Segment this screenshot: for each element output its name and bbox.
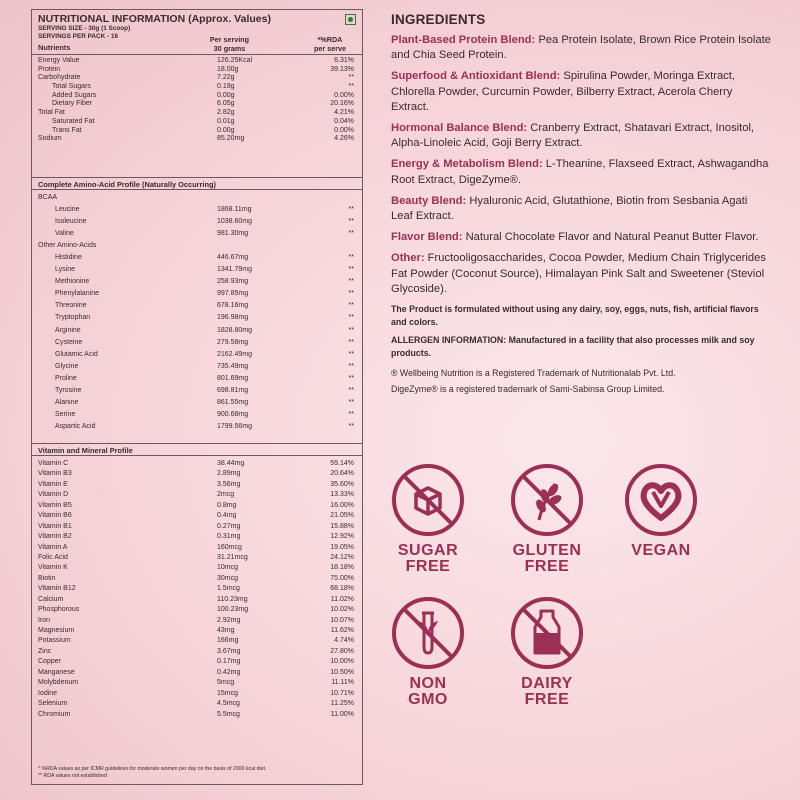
nutrient-rda: ** (348, 266, 354, 274)
nutrient-value: 1828.80mg (217, 326, 253, 334)
vegan-label: VEGAN (631, 542, 691, 559)
table-row (32, 252, 362, 264)
nutrient-rda: ** (348, 422, 354, 430)
nutrient-value: 5.5mcg (217, 710, 240, 718)
nutrient-rda: 6.31% (334, 57, 354, 64)
nutrient-rda: 4.26% (334, 135, 354, 143)
nutrient-name: Lysine (55, 266, 75, 274)
nutrient-name: Vitamin D (38, 491, 69, 499)
nutrient-rda: 59.14% (330, 460, 354, 467)
blend-name: Plant-Based Protein Blend: (391, 34, 536, 46)
nutrient-value: 0.8mg (217, 501, 237, 509)
table-row (32, 689, 362, 699)
nutrient-rda: 68.18% (330, 585, 354, 593)
nutrient-name: Leucine (55, 206, 80, 214)
ingredient-blends (391, 33, 771, 297)
ingredient-blend (391, 157, 771, 187)
nutrient-name: Vitamin B5 (38, 501, 72, 509)
nutrient-rda: 10.07% (330, 616, 354, 624)
nutrient-name: Chromium (38, 710, 71, 718)
dairy-free-milk-icon (509, 595, 585, 671)
sugar-free-icon (390, 462, 466, 538)
ingredient-blend (391, 230, 771, 245)
per-serving-column-header: Per serving 30 grams (209, 35, 250, 53)
table-row (32, 276, 362, 288)
nutrient-value: 0.42mg (217, 668, 241, 676)
nutrient-rda: 11.11% (331, 679, 354, 687)
table-row (32, 605, 362, 615)
nutrient-name: Magnesium (38, 627, 75, 634)
trademark-note-2: DigeZyme® is a registered trademark of Sami-Sabinsa Group Limited. (391, 384, 665, 395)
nutrient-value: 0.17mg (217, 658, 241, 666)
nutrient-rda: 10.02% (330, 606, 354, 614)
nutrient-name: Energy Value (38, 57, 80, 64)
blend-contents: Cranberry Extract, Shatavari Extract, Inositol, Alpha-Linoleic Acid, Goji Berry Extract. (391, 122, 755, 150)
nutrient-rda: ** (348, 326, 354, 334)
veg-mark-icon (345, 14, 356, 25)
sugar-free-badge (368, 462, 488, 575)
table-row (32, 490, 362, 500)
nutrient-name: Phosphorous (38, 606, 80, 614)
nutrient-rda: 18.18% (330, 564, 354, 572)
nutrient-value: 10mcg (217, 564, 239, 572)
table-row (32, 397, 362, 409)
nutrient-value: 43mg (217, 627, 235, 634)
nutrient-value: 18.00g (217, 65, 239, 73)
nutrient-rda: ** (348, 83, 354, 91)
nutrient-name: Vitamin A (38, 543, 68, 551)
table-row (32, 135, 362, 144)
table-row (32, 532, 362, 542)
table-row (32, 100, 362, 109)
table-row (32, 66, 362, 75)
blend-contents: Pea Protein Isolate, Brown Rice Protein Isolate and Chia Seed Protein. (391, 34, 771, 62)
table-row (32, 204, 362, 216)
nutrient-value: 3.67mg (217, 647, 241, 655)
ingredient-blend (391, 194, 771, 224)
table-row (32, 522, 362, 532)
table-row (32, 216, 362, 228)
table-row (32, 325, 362, 337)
nutrient-name: Folic Acid (38, 553, 68, 561)
nutrient-rda: 75.00% (330, 574, 354, 582)
table-row (32, 595, 362, 605)
nutrient-name: Serine (55, 410, 76, 418)
blend-name: Hormonal Balance Blend: (391, 122, 528, 135)
nutrient-value: 2.92mg (217, 616, 241, 624)
dairy-free-line2: FREE (524, 691, 570, 708)
nutrient-name: Calcium (38, 595, 64, 603)
non-gmo-badge (368, 595, 488, 708)
blend-name: Other: (391, 252, 425, 265)
table-row (32, 312, 362, 324)
blend-contents: L-Theanine, Flaxseed Extract, Ashwagandha Root Extract, DigeZyme®. (391, 158, 769, 186)
nutrient-value: 110.23mg (217, 595, 248, 603)
nutrient-rda: 10.00% (330, 658, 354, 666)
table-row (32, 109, 362, 118)
nutrient-value: 997.85mg (217, 290, 249, 298)
nutrient-rda: 0.00% (334, 126, 354, 134)
nutrient-value: 3.56mg (217, 480, 241, 488)
nutrient-rda: 20.64% (330, 470, 354, 478)
nutrient-table (32, 55, 362, 177)
nutrient-rda: ** (348, 230, 354, 238)
table-row (32, 574, 362, 584)
nutrient-value: 1.5mcg (217, 585, 240, 593)
table-row (32, 459, 362, 469)
nutrient-rda: 15.88% (330, 522, 354, 530)
nutrient-name: Selenium (38, 700, 68, 708)
nutrient-rda: ** (348, 206, 354, 214)
table-row (32, 480, 362, 490)
non-gmo-icon (390, 595, 466, 671)
nutrient-name: Protein (38, 65, 61, 73)
blend-contents: Hyaluronic Acid, Glutathione, Biotin from Sesbania Agati Leaf Extract. (391, 194, 748, 223)
amino-acid-table (32, 190, 362, 443)
nutrient-name: Saturated Fat (52, 117, 95, 125)
allergen-note: ALLERGEN INFORMATION: Manufactured in a facility that also processes milk and soy products. (391, 335, 755, 359)
nutrient-name: Phenylalanine (55, 290, 99, 298)
nutrient-rda: 10.71% (330, 689, 354, 697)
nutrient-name: Histidine (55, 254, 82, 262)
table-row (32, 385, 362, 397)
blend-name: Superfood & Antioxidant Blend: (391, 70, 561, 83)
nutrient-name: Zinc (38, 647, 52, 655)
table-row (32, 543, 362, 553)
nutrition-facts-panel (31, 9, 363, 785)
nutrient-name: Vitamin K (38, 564, 68, 572)
nutrient-name: Aspartic Acid (55, 422, 96, 430)
nutrient-value: 160mcg (217, 543, 242, 551)
nutrient-value: 31.21mcg (217, 553, 248, 561)
nutrient-value: 446.67mg (217, 254, 249, 262)
blend-name: Flavor Blend: (391, 231, 463, 244)
nutrient-rda: 4.74% (334, 637, 354, 645)
nutrition-header (32, 10, 362, 55)
nutrient-value: 196.98mg (217, 314, 249, 322)
nutrient-value: 166mg (217, 637, 239, 645)
blend-contents: Fructooligosaccharides, Cocoa Powder, Medium Chain Triglycerides Fat Powder (Coconut Source), Himalayan Pink Salt and Sweetener (Steviol Glycoside). (391, 252, 766, 295)
nutrient-name: Dietary Fiber (52, 100, 93, 108)
ingredients-panel (391, 12, 771, 397)
table-row (32, 710, 362, 720)
table-row (32, 563, 362, 573)
dairy-free-line1: DAIRY (521, 675, 573, 692)
nutrient-value: 15mcg (217, 689, 239, 697)
nutrient-name: Isoleucine (55, 218, 87, 226)
table-row (32, 57, 362, 66)
nutrient-rda: ** (348, 338, 354, 346)
blend-contents: Spirulina Powder, Moringa Extract, Chlorella Powder, Curcumin Powder, Bilberry Extract, Acerola Cherry Extract. (391, 70, 735, 113)
table-row (32, 337, 362, 349)
nutrient-rda: 35.60% (330, 480, 354, 488)
nutrient-value: 900.68mg (217, 410, 249, 418)
gluten-free-badge (487, 462, 607, 575)
nutrient-name: Total Sugars (52, 83, 91, 91)
table-row (32, 83, 362, 92)
nutrient-rda: 13.33% (330, 491, 354, 499)
nutrient-name: Alanine (55, 398, 79, 406)
footnote-not-established: ** RDA values not established (38, 773, 107, 779)
trademark-note-1: ® Wellbeing Nutrition is a Registered Trademark of Nutritionalab Pvt. Ltd. (391, 368, 676, 379)
nutrient-rda: 20.16% (330, 100, 354, 108)
nutrient-name: Threonine (55, 302, 87, 310)
nutrient-name: Carbohydrate (38, 74, 81, 82)
nutrient-rda: ** (348, 302, 354, 310)
nutrient-value: 2.89mg (217, 470, 241, 478)
table-row (32, 657, 362, 667)
nutrient-rda: 39.13% (330, 65, 354, 73)
nutrient-rda: 10.50% (330, 668, 354, 676)
vitamin-table (32, 456, 362, 720)
nutrient-rda: 11.00% (330, 710, 354, 718)
nutrient-value: 30mcg (217, 574, 239, 582)
table-row (32, 409, 362, 421)
table-row (32, 288, 362, 300)
nutrient-rda: ** (348, 386, 354, 394)
nutrient-name: Vitamin E (38, 480, 68, 488)
footnote-rda: * %RDA values as per ICMR guidelines for moderate women per day on the basis of 2000 kcal diet. (38, 766, 267, 772)
table-row (32, 118, 362, 127)
nutrient-name: Potassium (38, 637, 71, 645)
servings-per-pack: SERVINGS PER PACK - 16 (38, 33, 119, 40)
nutrient-rda: ** (348, 290, 354, 298)
nutrient-name: Vitamin B12 (38, 585, 76, 593)
amino-acid-section-title: Complete Amino-Acid Profile (Naturally Occurring) (32, 177, 362, 190)
table-row (32, 501, 362, 511)
non-gmo-line1: NON (409, 675, 447, 692)
table-row (32, 228, 362, 240)
serving-size: SERVING SIZE - 30g (1 Scoop) (38, 25, 131, 32)
nutrient-name: Trans Fat (52, 126, 82, 134)
ingredient-blend (391, 33, 771, 63)
nutrient-value: 0.00g (217, 126, 235, 134)
dairy-free-badge (487, 595, 607, 708)
vegan-badge (601, 462, 721, 559)
blend-contents: Natural Chocolate Flavor and Natural Peanut Butter Flavor. (462, 231, 759, 244)
nutrient-rda: 4.21% (334, 109, 354, 117)
table-row (32, 240, 362, 252)
nutrient-rda: ** (348, 398, 354, 406)
nutrient-name: Vitamin B2 (38, 533, 72, 541)
nutrient-name: Manganese (38, 668, 75, 676)
nutrients-column-header: Nutrients (38, 43, 71, 52)
nutrient-rda: ** (348, 410, 354, 418)
table-row (32, 584, 362, 594)
nutrient-value: 6.05g (217, 100, 235, 108)
nutrient-name: BCAA (38, 194, 58, 201)
nutrient-value: 126.25Kcal (217, 57, 253, 64)
nutrient-name: Tryptophan (55, 314, 91, 322)
nutrient-value: 0.4mg (217, 512, 237, 520)
nutrient-rda: 0.00% (334, 91, 354, 99)
nutrient-value: 7.22g (217, 74, 235, 82)
nutrient-name: Other Amino-Acids (38, 242, 97, 250)
nutrient-name: Proline (55, 374, 77, 382)
table-row (32, 626, 362, 636)
ingredient-blend (391, 69, 771, 115)
nutrient-name: Methionine (55, 278, 90, 286)
nutrient-value: 1038.60mg (217, 218, 253, 226)
nutrient-rda: 11.25% (330, 700, 354, 708)
nutrient-name: Total Fat (38, 109, 65, 117)
table-row (32, 74, 362, 83)
nutrient-name: Vitamin C (38, 460, 69, 467)
nutrient-name: Arginine (55, 326, 81, 334)
table-row (32, 553, 362, 563)
nutrient-name: Sodium (38, 135, 62, 143)
nutrient-name: Molybdenum (38, 679, 79, 687)
table-row (32, 678, 362, 688)
table-row (32, 421, 362, 433)
nutrient-value: 38.44mg (217, 460, 245, 467)
nutrient-value: 2.82g (217, 109, 235, 117)
nutrient-rda: ** (348, 374, 354, 382)
blend-name: Energy & Metabolism Blend: (391, 158, 543, 171)
rda-column-header: *%RDA per serve (314, 35, 346, 53)
nutrient-rda: ** (348, 218, 354, 226)
nutrient-rda: ** (348, 254, 354, 262)
table-row (32, 699, 362, 709)
nutrient-rda: 21.05% (330, 512, 354, 520)
gluten-free-line2: FREE (524, 558, 570, 575)
nutrient-value: 1341.79mg (217, 266, 253, 274)
nutrient-rda: 12.92% (330, 533, 354, 541)
nutrient-value: 100.23mg (217, 606, 249, 614)
table-row (32, 300, 362, 312)
table-row (32, 264, 362, 276)
ingredient-blend (391, 121, 771, 151)
nutrient-rda: 27.80% (330, 647, 354, 655)
nutrient-name: Glycine (55, 362, 79, 370)
table-row (32, 92, 362, 101)
table-row (32, 361, 362, 373)
nutrient-name: Tyrosine (55, 386, 82, 394)
nutrient-rda: ** (348, 74, 354, 82)
nutrient-value: 1799.56mg (217, 422, 253, 430)
nutrient-value: 4.5mcg (217, 700, 240, 708)
nutrient-value: 85.20mg (217, 135, 245, 143)
nutrient-name: Iodine (38, 689, 58, 697)
nutrient-value: 678.16mg (217, 302, 249, 310)
nutrient-value: 1868.11mg (217, 206, 252, 214)
nutrient-name: Vitamin B3 (38, 470, 72, 478)
nutrient-name: Cysteine (55, 338, 83, 346)
table-row (32, 349, 362, 361)
nutrient-name: Added Sugars (52, 91, 97, 99)
gluten-free-icon (509, 462, 585, 538)
table-row (32, 469, 362, 479)
nutrient-rda: 24.12% (330, 553, 354, 561)
vegan-heart-icon (623, 462, 699, 538)
nutrient-name: Vitamin B1 (38, 522, 72, 530)
nutrient-name: Copper (38, 658, 61, 666)
table-row (32, 616, 362, 626)
nutrient-value: 735.49mg (217, 362, 249, 370)
nutrient-value: 0.00g (217, 91, 235, 99)
nutrient-rda: 11.62% (330, 627, 354, 634)
nutrient-name: Iron (38, 616, 51, 624)
nutrient-value: 258.93mg (217, 278, 249, 286)
nutrient-rda: 19.05% (330, 543, 354, 551)
vitamin-section-title: Vitamin and Mineral Profile (32, 443, 362, 456)
nutrient-value: 801.69mg (217, 374, 249, 382)
table-row (32, 636, 362, 646)
non-gmo-line2: GMO (408, 691, 448, 708)
sugar-free-line2: FREE (405, 558, 451, 575)
nutrient-rda: 0.04% (334, 117, 354, 125)
nutrient-value: 861.55mg (217, 398, 249, 406)
nutrient-value: 0.27mg (217, 522, 241, 530)
formulation-note: The Product is formulated without using any dairy, soy, eggs, nuts, fish, artificial flavors and colors. (391, 304, 759, 328)
nutrition-title: NUTRITIONAL INFORMATION (Approx. Values) (38, 13, 271, 25)
blend-name: Beauty Blend: (391, 194, 467, 207)
ingredient-blend (391, 251, 771, 297)
nutrient-rda: 16.00% (330, 501, 354, 509)
nutrient-value: 2162.49mg (217, 350, 253, 358)
nutrition-footnotes (38, 766, 266, 780)
nutrient-value: 2mcg (217, 491, 235, 499)
nutrient-value: 0.19g (217, 83, 235, 91)
gluten-free-line1: GLUTEN (512, 542, 582, 559)
nutrient-value: 279.58mg (217, 338, 249, 346)
nutrient-value: 981.30mg (217, 230, 249, 238)
table-row (32, 668, 362, 678)
nutrient-rda: ** (348, 314, 354, 322)
nutrient-rda: ** (348, 278, 354, 286)
table-row (32, 511, 362, 521)
table-row (32, 373, 362, 385)
nutrient-value: 5mcg (217, 679, 235, 687)
nutrient-value: 0.01g (217, 117, 235, 125)
table-row (32, 127, 362, 136)
nutrient-name: Vitamin B6 (38, 512, 72, 520)
ingredients-title: INGREDIENTS (391, 12, 486, 27)
nutrient-name: Valine (55, 230, 74, 238)
table-row (32, 192, 362, 204)
nutrient-value: 0.31mg (217, 533, 241, 541)
nutrient-name: Biotin (38, 574, 56, 582)
sugar-free-line1: SUGAR (397, 542, 459, 559)
table-row (32, 647, 362, 657)
nutrient-rda: ** (348, 350, 354, 358)
nutrient-value: 698.81mg (217, 386, 249, 394)
nutrient-name: Glutamic Acid (55, 350, 98, 358)
nutrient-rda: ** (348, 362, 354, 370)
nutrient-rda: 11.02% (330, 595, 354, 603)
